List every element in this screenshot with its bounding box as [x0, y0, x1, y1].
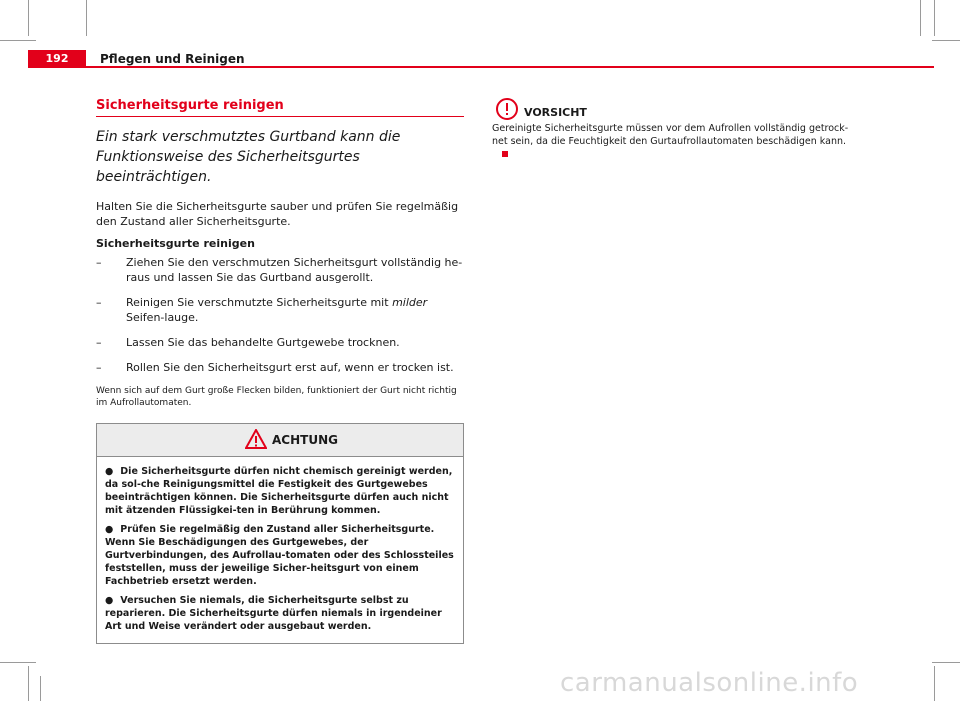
step-text-part: Seifen-lauge. [126, 311, 199, 324]
caution-exclamation-icon [496, 98, 518, 124]
running-title: Pflegen und Reinigen [100, 52, 245, 66]
page-number: 192 [28, 50, 86, 68]
step-marker: – [96, 361, 102, 374]
subheading: Sicherheitsgurte reinigen [96, 237, 255, 250]
section-end-icon [502, 151, 508, 157]
warning-item [105, 594, 457, 633]
step-emphasis: milder [392, 296, 428, 309]
intro-paragraph: Halten Sie die Sicherheitsgurte sauber und prüfen Sie regelmäßig den Zustand aller Sicherheitsgurte. [96, 200, 459, 228]
step-marker: – [96, 296, 102, 309]
warning-title: ACHTUNG [272, 433, 338, 447]
caution-text-body: Gereinigte Sicherheitsgurte müssen vor dem Aufrollen vollständig getrock-net sein, da die Feuchtigkeit den Gurtaufrollautomaten beschädigen kann. [492, 123, 849, 147]
crop-mark [934, 666, 935, 701]
warning-item [105, 465, 457, 517]
bullet-icon: ● [105, 595, 114, 606]
step-item [96, 335, 464, 350]
caution-text [492, 122, 860, 161]
warning-item-text: Prüfen Sie regelmäßig den Zustand aller Sicherheitsgurte. Wenn Sie Beschädigungen des Gurtgewebes, der Gurtverbindungen, des Aufrollau-tomaten oder des Schlossteiles feststellen, muss der jeweilige Sicher-heitsgurt von einem Fachbetrieb ersetzt werden. [105, 524, 454, 587]
warning-item-text: Die Sicherheitsgurte dürfen nicht chemisch gereinigt werden, da sol-che Reinigungsmittel die Festigkeit des Gurtgewebes beeinträchtigen können. Die Sicherheitsgurte dürfen auch nicht mit ätzenden Flüssigkei-ten in Berührung kommen. [105, 466, 453, 516]
bullet-icon: ● [105, 466, 114, 477]
watermark: carmanualsonline.info [560, 668, 859, 698]
crop-mark [932, 662, 960, 663]
crop-mark [934, 0, 935, 36]
step-marker: – [96, 336, 102, 349]
bullet-icon: ● [105, 524, 114, 535]
warning-header [97, 424, 463, 457]
step-marker: – [96, 256, 102, 269]
warning-triangle-icon [245, 429, 267, 453]
warning-item [105, 523, 457, 588]
crop-mark [0, 662, 36, 663]
crop-mark [40, 676, 41, 701]
section-title: Sicherheitsgurte reinigen [96, 98, 464, 117]
step-text: Lassen Sie das behandelte Gurtgewebe trocknen. [126, 336, 400, 349]
crop-mark [28, 0, 29, 36]
note-text: Wenn sich auf dem Gurt große Flecken bilden, funktioniert der Gurt nicht richtig im Aufrollautomaten. [96, 386, 457, 408]
right-column [492, 98, 860, 161]
crop-mark [932, 40, 960, 41]
warning-body [97, 457, 463, 643]
step-text-part: Reinigen Sie verschmutzte Sicherheitsgurte mit [126, 296, 393, 309]
warning-box [96, 423, 464, 644]
crop-mark [86, 0, 87, 36]
step-item [96, 255, 464, 285]
crop-mark [920, 0, 921, 36]
crop-mark [0, 40, 36, 41]
header-rule [86, 66, 934, 68]
step-item [96, 295, 464, 325]
step-text: Ziehen Sie den verschmutzen Sicherheitsgurt vollständig he-raus und lassen Sie das Gurtband ausgerollt. [126, 256, 463, 284]
step-item [96, 360, 464, 375]
caution-title: VORSICHT [524, 106, 587, 119]
lead-paragraph: Ein stark verschmutztes Gurtband kann die Funktionsweise des Sicherheitsgurtes beeinträchtigen. [96, 129, 401, 185]
crop-mark [28, 666, 29, 701]
left-column [96, 98, 464, 644]
caution-header [492, 98, 860, 122]
warning-item-text: Versuchen Sie niemals, die Sicherheitsgurte selbst zu reparieren. Die Sicherheitsgurte dürfen niemals in irgendeiner Art und Weise verändert oder ausgebaut werden. [105, 595, 442, 632]
step-text: Rollen Sie den Sicherheitsgurt erst auf, wenn er trocken ist. [126, 361, 454, 374]
